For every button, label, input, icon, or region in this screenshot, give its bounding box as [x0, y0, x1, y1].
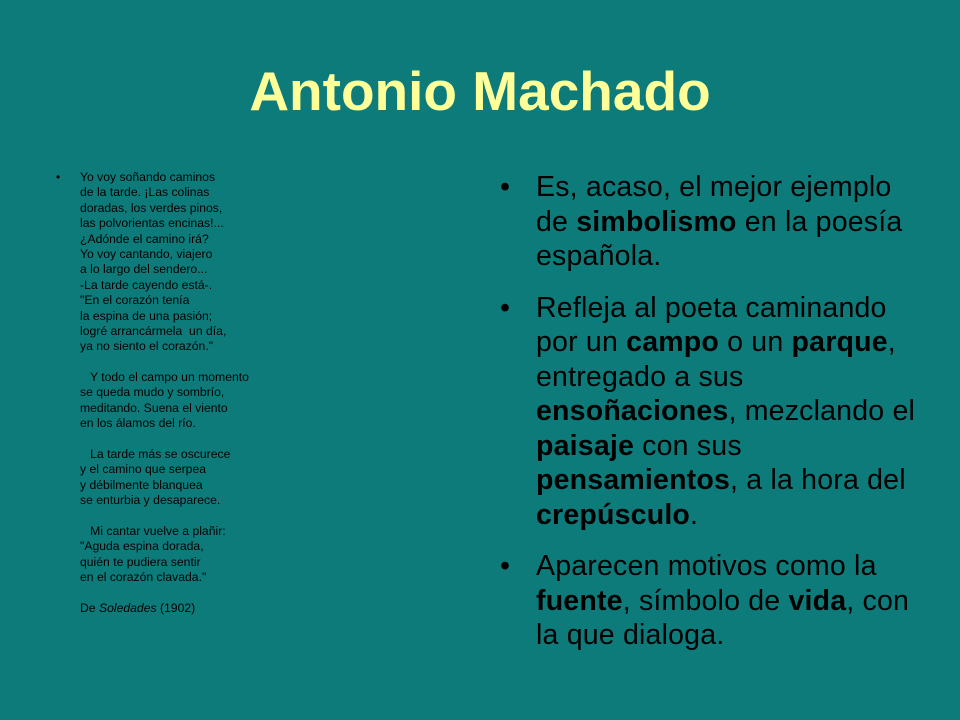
bullet-text: en la poesía española. [536, 205, 903, 272]
poem-line: Y todo el campo un momento [80, 370, 249, 385]
bullet-text: Aparecen motivos como la [536, 550, 877, 582]
bullet-item [500, 549, 920, 653]
poem-line: se enturbia y desaparece. [80, 493, 221, 508]
poem-line: meditando. Suena el viento [80, 400, 228, 415]
poem-source-year: (1902) [156, 600, 196, 615]
poem-source [80, 601, 360, 616]
bullet-marker: • [500, 291, 511, 324]
bullet-text: Refleja al poeta caminando por un [536, 291, 887, 358]
poem-line: en los álamos del río. [80, 416, 196, 431]
poem-line: y el camino que serpea [80, 462, 207, 477]
bullet-keyword: crepúsculo [536, 498, 691, 531]
bullet-keyword: campo [626, 326, 720, 358]
bullet-item [500, 170, 920, 274]
poem-bullet: • [56, 170, 61, 184]
poem-line: Yo voy soñando caminos [80, 170, 216, 184]
poem-line: doradas, los verdes pinos, [80, 200, 223, 215]
bullet-text: con sus [634, 429, 742, 462]
bullet-text: o un [719, 326, 792, 358]
poem-line: en el corazón clavada." [80, 570, 207, 585]
poem-line: y débilmente blanquea [80, 477, 203, 492]
bullet-keyword: pensamientos [536, 464, 731, 496]
poem-line: logré arrancármela un día, [80, 323, 227, 338]
poem-source-prefix: De [80, 600, 99, 615]
bullet-marker: • [500, 171, 511, 203]
bullet-text: Es, acaso, el mejor ejemplo de [536, 171, 892, 238]
poem-blank-line [80, 355, 360, 370]
poem-line: a lo largo del sendero... [80, 262, 208, 277]
bullet-marker: • [500, 550, 511, 582]
bullet-item [500, 291, 920, 533]
bullet-text: , mezclando el [728, 395, 916, 427]
poem-line: de la tarde. ¡Las colinas [80, 185, 210, 200]
poem-line: las polvorientas encinas!... [80, 216, 224, 231]
poem-line: "En el corazón tenía [80, 293, 190, 308]
poem-line: se queda mudo y sombrío, [80, 385, 225, 400]
bullet-keyword: paisaje [536, 429, 635, 462]
slide-title: Antonio Machado [249, 60, 711, 122]
bullet-keyword: ensoñaciones [536, 395, 729, 427]
bullet-keyword: simbolismo [576, 205, 737, 238]
poem-line: la espina de una pasión; [80, 308, 213, 323]
poem-line: ¿Adónde el camino irá? [80, 231, 209, 246]
bullet-text: , entregado a sus [536, 326, 896, 393]
poem-line: "Aguda espina dorada, [80, 539, 204, 554]
bullet-text: , con la que dialoga. [536, 584, 910, 651]
poem-source-title: Soledades [98, 600, 157, 615]
bullet-list [500, 170, 920, 670]
bullet-text: . [690, 498, 699, 531]
poem-line: quién te pudiera sentir [80, 554, 201, 569]
poem-line: ya no siento el corazón." [80, 339, 214, 354]
poem-line: Mi cantar vuelve a plañir: [80, 523, 226, 538]
bullet-text: , a la hora del [730, 464, 906, 496]
bullet-keyword: fuente [536, 584, 623, 617]
poem-line: Yo voy cantando, viajero [80, 246, 213, 261]
bullet-keyword: vida [788, 584, 847, 617]
poem-lines [80, 170, 360, 616]
poem-blank-line [80, 509, 360, 524]
poem-line: La tarde más se oscurece [80, 447, 231, 462]
poem-line: -La tarde cayendo está-. [80, 277, 213, 292]
bullet-keyword: parque [791, 326, 888, 358]
poem-blank-line [80, 586, 360, 601]
bullet-text: , símbolo de [622, 584, 789, 617]
poem-blank-line [80, 432, 360, 447]
